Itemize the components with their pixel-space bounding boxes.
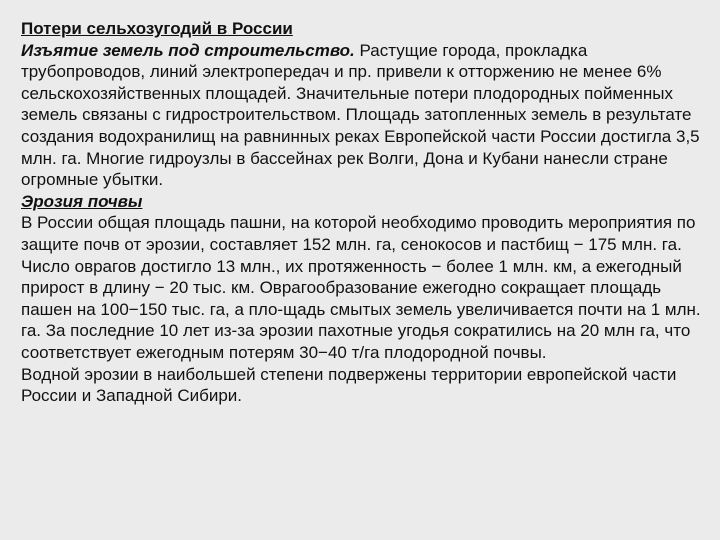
section-heading-soil-erosion: Эрозия почвы <box>21 191 143 211</box>
erosion-paragraph-2: Водной эрозии в наибольшей степени подвержены территории европейской части России и Западной Сибири. <box>21 364 677 406</box>
erosion-paragraph-1: В России общая площадь пашни, на которой необходимо проводить мероприятия по защите почв от эрозии, составляет 152 млн. га, сенокосов и пастбищ − 175 млн. га. Число оврагов достигло 13 млн., их протяженность − более 1 млн. км, а ежегодный прирост в длину − 20 тыс. км. Оврагообразование ежегодно сокращает площадь пашен на 100−150 тыс. га, а пло-щадь смытых земель увеличивается почти на 1 млн. га. За последние 10 лет из-за эрозии пахотные угодья сократились на 20 млн га, что соответствует ежегодным потерям 30−40 т/га плодородной почвы. <box>21 213 701 362</box>
slide-content <box>21 18 705 407</box>
section-text-land-withdrawal: Растущие города, прокладка трубопроводов, линий электропередач и пр. привели к отторжению не менее 6% сельскохозяйственных площадей. Значительные потери плодородных пойменных земель связаны с гидростроительством. Площадь затопленных земель в результате создания водохранилищ на равнинных реках Европейской части России достигла 3,5 млн. га. Многие гидроузлы в бассейнах рек Волги, Дона и Кубани нанесли стране огромные убытки. <box>21 40 700 190</box>
slide-title: Потери сельхозугодий в России <box>21 19 293 38</box>
section-heading-land-withdrawal: Изъятие земель под строительство. <box>21 40 355 60</box>
section-land-withdrawal <box>21 40 705 191</box>
